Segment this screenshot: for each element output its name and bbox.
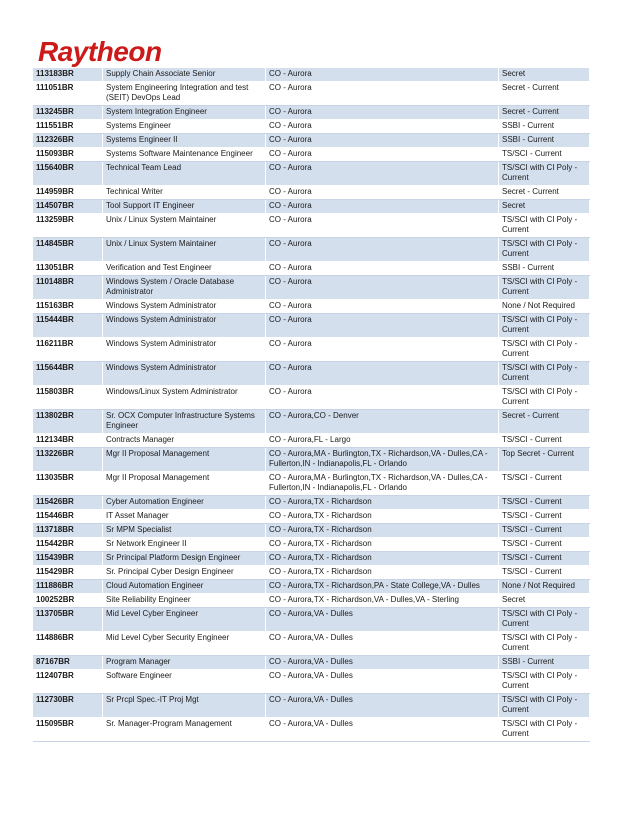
job-location: CO - Aurora: [266, 82, 499, 106]
job-title: Sr Prcpl Spec.-IT Proj Mgt: [103, 694, 266, 718]
table-row: [33, 200, 590, 214]
table-row: [33, 524, 590, 538]
job-title: Verification and Test Engineer: [103, 262, 266, 276]
table-row: [33, 82, 590, 106]
job-title: Mgr II Proposal Management: [103, 448, 266, 472]
job-title: IT Asset Manager: [103, 510, 266, 524]
table-row: [33, 134, 590, 148]
table-row: [33, 632, 590, 656]
job-title: Sr MPM Specialist: [103, 524, 266, 538]
table-row: [33, 694, 590, 718]
table-row: [33, 314, 590, 338]
requisition-id: 113705BR: [33, 608, 103, 632]
clearance-level: TS/SCI with CI Poly - Current: [499, 670, 590, 694]
job-title: Unix / Linux System Maintainer: [103, 238, 266, 262]
requisition-id: 113035BR: [33, 472, 103, 496]
job-location: CO - Aurora,TX - Richardson: [266, 510, 499, 524]
clearance-level: TS/SCI with CI Poly - Current: [499, 338, 590, 362]
job-title: Sr Network Engineer II: [103, 538, 266, 552]
table-row: [33, 186, 590, 200]
requisition-id: 115439BR: [33, 552, 103, 566]
clearance-level: TS/SCI - Current: [499, 538, 590, 552]
job-location: CO - Aurora: [266, 238, 499, 262]
clearance-level: Secret: [499, 200, 590, 214]
job-rows: [33, 68, 590, 742]
requisition-id: 113245BR: [33, 106, 103, 120]
clearance-level: TS/SCI with CI Poly - Current: [499, 162, 590, 186]
clearance-level: TS/SCI - Current: [499, 434, 590, 448]
table-row: [33, 338, 590, 362]
job-location: CO - Aurora: [266, 314, 499, 338]
clearance-level: Secret - Current: [499, 410, 590, 434]
clearance-level: SSBI - Current: [499, 120, 590, 134]
requisition-id: 113718BR: [33, 524, 103, 538]
clearance-level: TS/SCI with CI Poly - Current: [499, 694, 590, 718]
job-listings-table: [33, 68, 590, 742]
requisition-id: 114959BR: [33, 186, 103, 200]
table-row: [33, 472, 590, 496]
job-location: CO - Aurora: [266, 200, 499, 214]
table-row: [33, 448, 590, 472]
requisition-id: 115444BR: [33, 314, 103, 338]
requisition-id: 114845BR: [33, 238, 103, 262]
job-location: CO - Aurora,TX - Richardson: [266, 538, 499, 552]
job-location: CO - Aurora,MA - Burlington,TX - Richardson,VA - Dulles,CA - Fullerton,IN - Indianapolis,FL - Orlando: [266, 448, 499, 472]
requisition-id: 115442BR: [33, 538, 103, 552]
job-title: Technical Team Lead: [103, 162, 266, 186]
table-row: [33, 538, 590, 552]
requisition-id: 111886BR: [33, 580, 103, 594]
requisition-id: 113259BR: [33, 214, 103, 238]
requisition-id: 116211BR: [33, 338, 103, 362]
clearance-level: Secret: [499, 594, 590, 608]
table-row: [33, 362, 590, 386]
job-location: CO - Aurora,TX - Richardson: [266, 566, 499, 580]
requisition-id: 100252BR: [33, 594, 103, 608]
job-location: CO - Aurora,FL - Largo: [266, 434, 499, 448]
job-title: Windows System Administrator: [103, 338, 266, 362]
job-title: Site Reliability Engineer: [103, 594, 266, 608]
table-row: [33, 670, 590, 694]
table-row: [33, 106, 590, 120]
job-location: CO - Aurora: [266, 148, 499, 162]
clearance-level: TS/SCI - Current: [499, 524, 590, 538]
requisition-id: 111551BR: [33, 120, 103, 134]
requisition-id: 114886BR: [33, 632, 103, 656]
table-row: [33, 238, 590, 262]
requisition-id: 115446BR: [33, 510, 103, 524]
table-row: [33, 552, 590, 566]
job-location: CO - Aurora,VA - Dulles: [266, 694, 499, 718]
table-row: [33, 262, 590, 276]
clearance-level: Secret - Current: [499, 106, 590, 120]
requisition-id: 114507BR: [33, 200, 103, 214]
job-location: CO - Aurora: [266, 386, 499, 410]
job-location: CO - Aurora: [266, 68, 499, 82]
job-location: CO - Aurora,CO - Denver: [266, 410, 499, 434]
clearance-level: TS/SCI - Current: [499, 510, 590, 524]
job-title: Systems Engineer: [103, 120, 266, 134]
job-title: Software Engineer: [103, 670, 266, 694]
job-location: CO - Aurora,TX - Richardson: [266, 552, 499, 566]
job-location: CO - Aurora,VA - Dulles: [266, 670, 499, 694]
clearance-level: TS/SCI - Current: [499, 566, 590, 580]
table-row: [33, 496, 590, 510]
table-row: [33, 608, 590, 632]
job-location: CO - Aurora,TX - Richardson,PA - State College,VA - Dulles: [266, 580, 499, 594]
job-title: Windows System Administrator: [103, 314, 266, 338]
table-row: [33, 410, 590, 434]
clearance-level: TS/SCI with CI Poly - Current: [499, 314, 590, 338]
clearance-level: TS/SCI - Current: [499, 552, 590, 566]
requisition-id: 115644BR: [33, 362, 103, 386]
job-title: Tool Support IT Engineer: [103, 200, 266, 214]
job-location: CO - Aurora,TX - Richardson: [266, 524, 499, 538]
clearance-level: TS/SCI with CI Poly - Current: [499, 386, 590, 410]
table-row: [33, 594, 590, 608]
requisition-id: 115093BR: [33, 148, 103, 162]
table-row: [33, 566, 590, 580]
job-location: CO - Aurora,VA - Dulles: [266, 608, 499, 632]
table-row: [33, 386, 590, 410]
job-location: CO - Aurora,VA - Dulles: [266, 656, 499, 670]
job-title: Unix / Linux System Maintainer: [103, 214, 266, 238]
requisition-id: 111051BR: [33, 82, 103, 106]
requisition-id: 112326BR: [33, 134, 103, 148]
requisition-id: 112407BR: [33, 670, 103, 694]
clearance-level: TS/SCI - Current: [499, 148, 590, 162]
job-title: Cyber Automation Engineer: [103, 496, 266, 510]
table-row: [33, 656, 590, 670]
table-row: [33, 510, 590, 524]
job-title: Sr. Manager-Program Management: [103, 718, 266, 742]
clearance-level: None / Not Required: [499, 300, 590, 314]
job-title: Systems Engineer II: [103, 134, 266, 148]
job-title: Supply Chain Associate Senior: [103, 68, 266, 82]
job-title: Windows System Administrator: [103, 362, 266, 386]
job-location: CO - Aurora,TX - Richardson: [266, 496, 499, 510]
requisition-id: 113051BR: [33, 262, 103, 276]
job-title: Mid Level Cyber Security Engineer: [103, 632, 266, 656]
requisition-id: 112134BR: [33, 434, 103, 448]
job-title: Sr Principal Platform Design Engineer: [103, 552, 266, 566]
table-row: [33, 434, 590, 448]
job-title: Sr. Principal Cyber Design Engineer: [103, 566, 266, 580]
requisition-id: 87167BR: [33, 656, 103, 670]
job-title: Windows System / Oracle Database Administrator: [103, 276, 266, 300]
clearance-level: TS/SCI with CI Poly - Current: [499, 214, 590, 238]
requisition-id: 115163BR: [33, 300, 103, 314]
job-location: CO - Aurora: [266, 162, 499, 186]
table-row: [33, 580, 590, 594]
job-location: CO - Aurora: [266, 106, 499, 120]
table-row: [33, 148, 590, 162]
job-location: CO - Aurora: [266, 120, 499, 134]
table-row: [33, 300, 590, 314]
job-title: Windows System Administrator: [103, 300, 266, 314]
clearance-level: TS/SCI - Current: [499, 472, 590, 496]
job-title: Contracts Manager: [103, 434, 266, 448]
job-title: System Integration Engineer: [103, 106, 266, 120]
clearance-level: Secret: [499, 68, 590, 82]
requisition-id: 113183BR: [33, 68, 103, 82]
requisition-id: 113802BR: [33, 410, 103, 434]
requisition-id: 113226BR: [33, 448, 103, 472]
job-title: Sr. OCX Computer Infrastructure Systems Engineer: [103, 410, 266, 434]
job-title: Mid Level Cyber Engineer: [103, 608, 266, 632]
job-location: CO - Aurora,MA - Burlington,TX - Richardson,VA - Dulles,CA - Fullerton,IN - Indianapolis,FL - Orlando: [266, 472, 499, 496]
job-location: CO - Aurora: [266, 214, 499, 238]
requisition-id: 115429BR: [33, 566, 103, 580]
clearance-level: SSBI - Current: [499, 262, 590, 276]
requisition-id: 115640BR: [33, 162, 103, 186]
job-title: Cloud Automation Engineer: [103, 580, 266, 594]
clearance-level: Top Secret - Current: [499, 448, 590, 472]
job-location: CO - Aurora: [266, 262, 499, 276]
requisition-id: 110148BR: [33, 276, 103, 300]
clearance-level: Secret - Current: [499, 82, 590, 106]
job-title: Technical Writer: [103, 186, 266, 200]
raytheon-logo: Raytheon: [38, 36, 162, 67]
job-location: CO - Aurora: [266, 186, 499, 200]
clearance-level: Secret - Current: [499, 186, 590, 200]
requisition-id: 115803BR: [33, 386, 103, 410]
clearance-level: SSBI - Current: [499, 656, 590, 670]
job-title: Program Manager: [103, 656, 266, 670]
requisition-id: 115426BR: [33, 496, 103, 510]
clearance-level: TS/SCI with CI Poly - Current: [499, 632, 590, 656]
clearance-level: TS/SCI with CI Poly - Current: [499, 718, 590, 742]
clearance-level: TS/SCI - Current: [499, 496, 590, 510]
table-row: [33, 214, 590, 238]
job-title: Windows/Linux System Administrator: [103, 386, 266, 410]
job-location: CO - Aurora,TX - Richardson,VA - Dulles,VA - Sterling: [266, 594, 499, 608]
table-row: [33, 276, 590, 300]
job-title: System Engineering Integration and test (SEIT) DevOps Lead: [103, 82, 266, 106]
table-row: [33, 718, 590, 742]
clearance-level: None / Not Required: [499, 580, 590, 594]
table-row: [33, 68, 590, 82]
job-location: CO - Aurora,VA - Dulles: [266, 632, 499, 656]
job-title: Systems Software Maintenance Engineer: [103, 148, 266, 162]
clearance-level: TS/SCI with CI Poly - Current: [499, 362, 590, 386]
job-location: CO - Aurora,VA - Dulles: [266, 718, 499, 742]
requisition-id: 112730BR: [33, 694, 103, 718]
job-location: CO - Aurora: [266, 362, 499, 386]
clearance-level: TS/SCI with CI Poly - Current: [499, 608, 590, 632]
job-location: CO - Aurora: [266, 338, 499, 362]
table-row: [33, 120, 590, 134]
clearance-level: TS/SCI with CI Poly - Current: [499, 276, 590, 300]
requisition-id: 115095BR: [33, 718, 103, 742]
job-title: Mgr II Proposal Management: [103, 472, 266, 496]
job-location: CO - Aurora: [266, 276, 499, 300]
table-row: [33, 162, 590, 186]
job-location: CO - Aurora: [266, 134, 499, 148]
clearance-level: SSBI - Current: [499, 134, 590, 148]
clearance-level: TS/SCI with CI Poly - Current: [499, 238, 590, 262]
job-location: CO - Aurora: [266, 300, 499, 314]
